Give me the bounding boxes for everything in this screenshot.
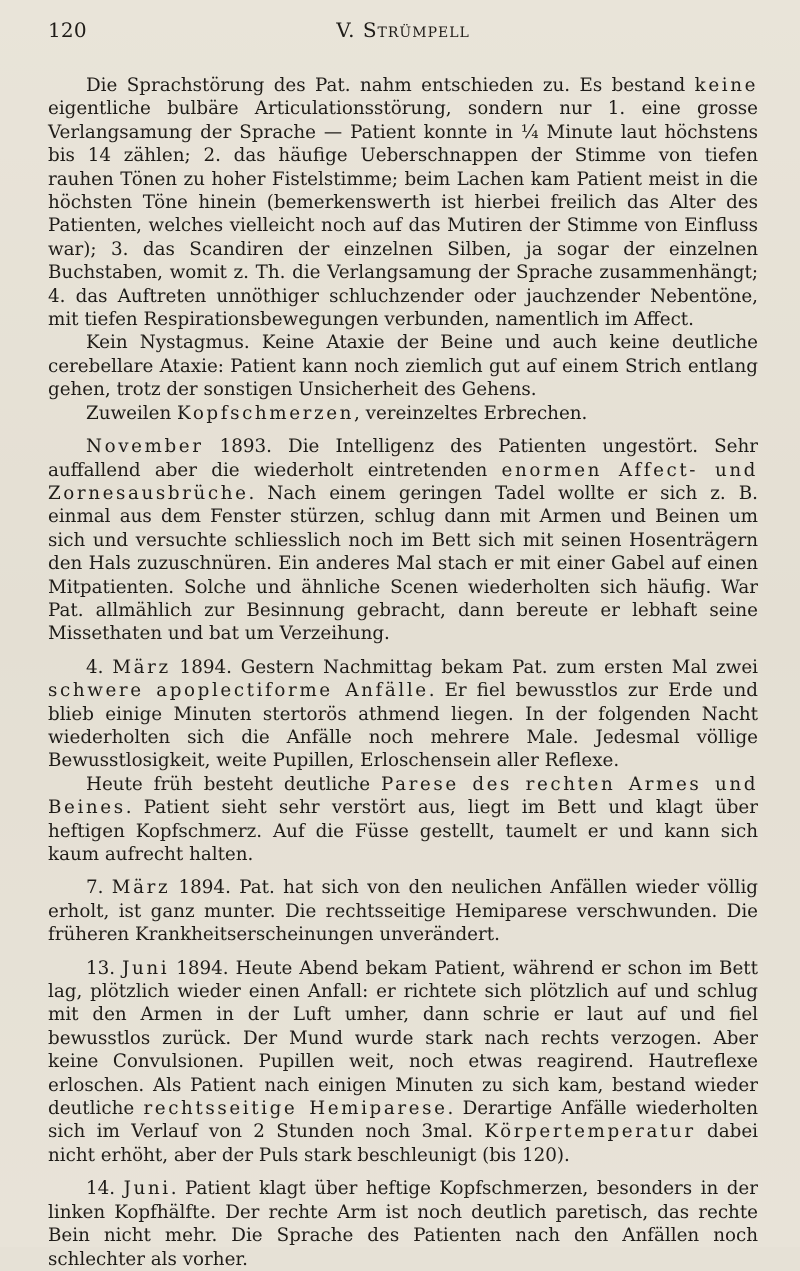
text-run: 4. xyxy=(86,656,113,678)
emphasized-text: März xyxy=(111,877,171,899)
paragraph xyxy=(48,1177,758,1271)
emphasized-text: enormen Affect- und Zornesausbrüche xyxy=(48,459,758,504)
emphasized-text: Juni xyxy=(122,957,170,979)
text-run: 1894. Pat. hat sich von den neulichen Anfällen wieder völlig erholt, ist ganz munter. Die rechtsseitige Hemiparese verschwunden. Die früheren Krankheitserscheinungen unverändert. xyxy=(48,877,758,946)
paragraph xyxy=(48,74,758,331)
text-run: . Nach einem geringen Tadel wollte er sich z. B. einmal aus dem Fenster stürzen, schlug dann mit Armen und Beinen um sich und versuchte schliesslich noch im Bett sich mit seinen Hosenträgern den Hals zuzuschnüren. Ein anderes Mal stach er mit einer Gabel auf einen Mitpatienten. Solche und ähnliche Scenen wiederholten sich häufig. War Pat. allmählich zur Besinnung gebracht, dann bereute er lebhaft seine Missethaten und bat um Verzeihung. xyxy=(48,482,758,645)
page-header xyxy=(48,18,758,58)
emphasized-text: November xyxy=(86,436,204,458)
body-text xyxy=(48,74,758,1271)
emphasized-text: keine xyxy=(694,75,758,96)
paragraph xyxy=(48,331,758,401)
emphasized-text: Juni xyxy=(123,1178,171,1200)
text-run: . Er fiel bewusstlos zur Erde und blieb einige Minuten stertorös athmend liegen. In der folgenden Nacht wiederholten sich die Anfälle noch mehrere Male. Jedesmal völlige Bewusstlosigkeit, weite Pupillen, Erloschensein aller Reflexe. xyxy=(48,680,758,772)
text-run: dabei nicht erhöht, aber der Puls stark beschleunigt (bis 120). xyxy=(48,1121,759,1166)
text-run: eigentliche bulbäre Articulationsstörung, sondern nur 1. eine grosse Verlangsamung der Sprache — Patient konnte in ¼ Minute laut höchstens bis 14 zählen; 2. das häufige Ueberschnappen der Stimme von tiefen rauhen Tönen zu hoher Fistelstimme; beim Lachen kam Patient meist in die höchsten Töne hinein (bemerkenswerth ist hierbei freilich das Alter des Patienten, welches vielleicht noch auf das Mutiren der Stimme von Einfluss war); 3. das Scandiren der einzelnen Silben, ja sogar der einzelnen Buchstaben, womit z. Th. die Verlangsamung der Sprache zusammenhängt; 4. das Auftreten unnöthiger schluchzender oder jauchzender Nebentöne, mit tiefen Respirationsbewegungen verbunden, namentlich im Affect. xyxy=(48,98,758,331)
text-run: 7. xyxy=(86,877,112,899)
page-number: 120 xyxy=(48,18,87,42)
text-run: . Derartige Anfälle wiederholten sich im Verlauf von 2 Stunden noch 3mal. xyxy=(48,1098,759,1143)
paragraph xyxy=(48,656,758,773)
text-run: 13. xyxy=(86,957,123,979)
text-run: 1893. Die Intelligenz des Patienten ungestört. Sehr auffallend aber die wiederholt eintretenden xyxy=(48,436,758,481)
paragraph xyxy=(48,402,758,425)
paragraph xyxy=(48,773,758,867)
emphasized-text: Parese des rechten Armes und Beines xyxy=(48,773,758,819)
emphasized-text: März xyxy=(112,656,171,678)
text-run: Die Sprachstörung des Pat. nahm entschieden zu. Es bestand xyxy=(86,75,695,96)
emphasized-text: Kopfschmerzen xyxy=(177,402,354,424)
text-run: 1894. Heute Abend bekam Patient, während er schon im Bett lag, plötzlich wieder einen Anfall: er richtete sich plötzlich auf und schlug mit den Armen in der Luft umher, dann schrie er laut auf und fiel bewusstlos zurück. Der Mund wurde stark nach rechts verzogen. Aber keine Convulsionen. Pupillen weit, noch etwas reagirend. Hautreflexe erloschen. Als Patient nach einigen Minuten zu sich kam, bestand wieder deutliche xyxy=(48,957,758,1120)
emphasized-text: schwere apoplectiforme Anfälle xyxy=(48,680,429,702)
emphasized-text: rechtsseitige Hemiparese xyxy=(143,1098,448,1120)
text-run: , vereinzeltes Erbrechen. xyxy=(354,402,588,424)
paragraph xyxy=(48,876,758,946)
paragraph xyxy=(48,957,758,1168)
text-run: 1894. Gestern Nachmittag bekam Pat. zum ersten Mal zwei xyxy=(170,656,758,678)
running-head: V. Strümpell xyxy=(336,18,470,42)
emphasized-text: Körpertemperatur xyxy=(484,1121,696,1143)
text-run: Zuweilen xyxy=(86,402,178,424)
text-run: Kein Nystagmus. Keine Ataxie der Beine und auch keine deutliche cerebellare Ataxie: Patient kann noch ziemlich gut auf einem Strich entlang gehen, trotz der sonstigen Unsicherheit des Gehens. xyxy=(48,332,758,401)
paragraph xyxy=(48,435,758,646)
text-run: 14. xyxy=(86,1178,124,1200)
text-run: Heute früh besteht deutliche xyxy=(86,773,382,795)
text-run: . Patient sieht sehr verstört aus, liegt im Bett und klagt über heftigen Kopfschmerz. Auf die Füsse gestellt, taumelt er und kann sich kaum aufrecht halten. xyxy=(48,797,758,865)
text-run: . Patient klagt über heftige Kopfschmerzen, besonders in der linken Kopfhälfte. Der rechte Arm ist noch deutlich paretisch, das rechte Bein nicht mehr. Die Sprache des Patienten nach den Anfällen noch schlechter als vorher. xyxy=(48,1178,758,1270)
